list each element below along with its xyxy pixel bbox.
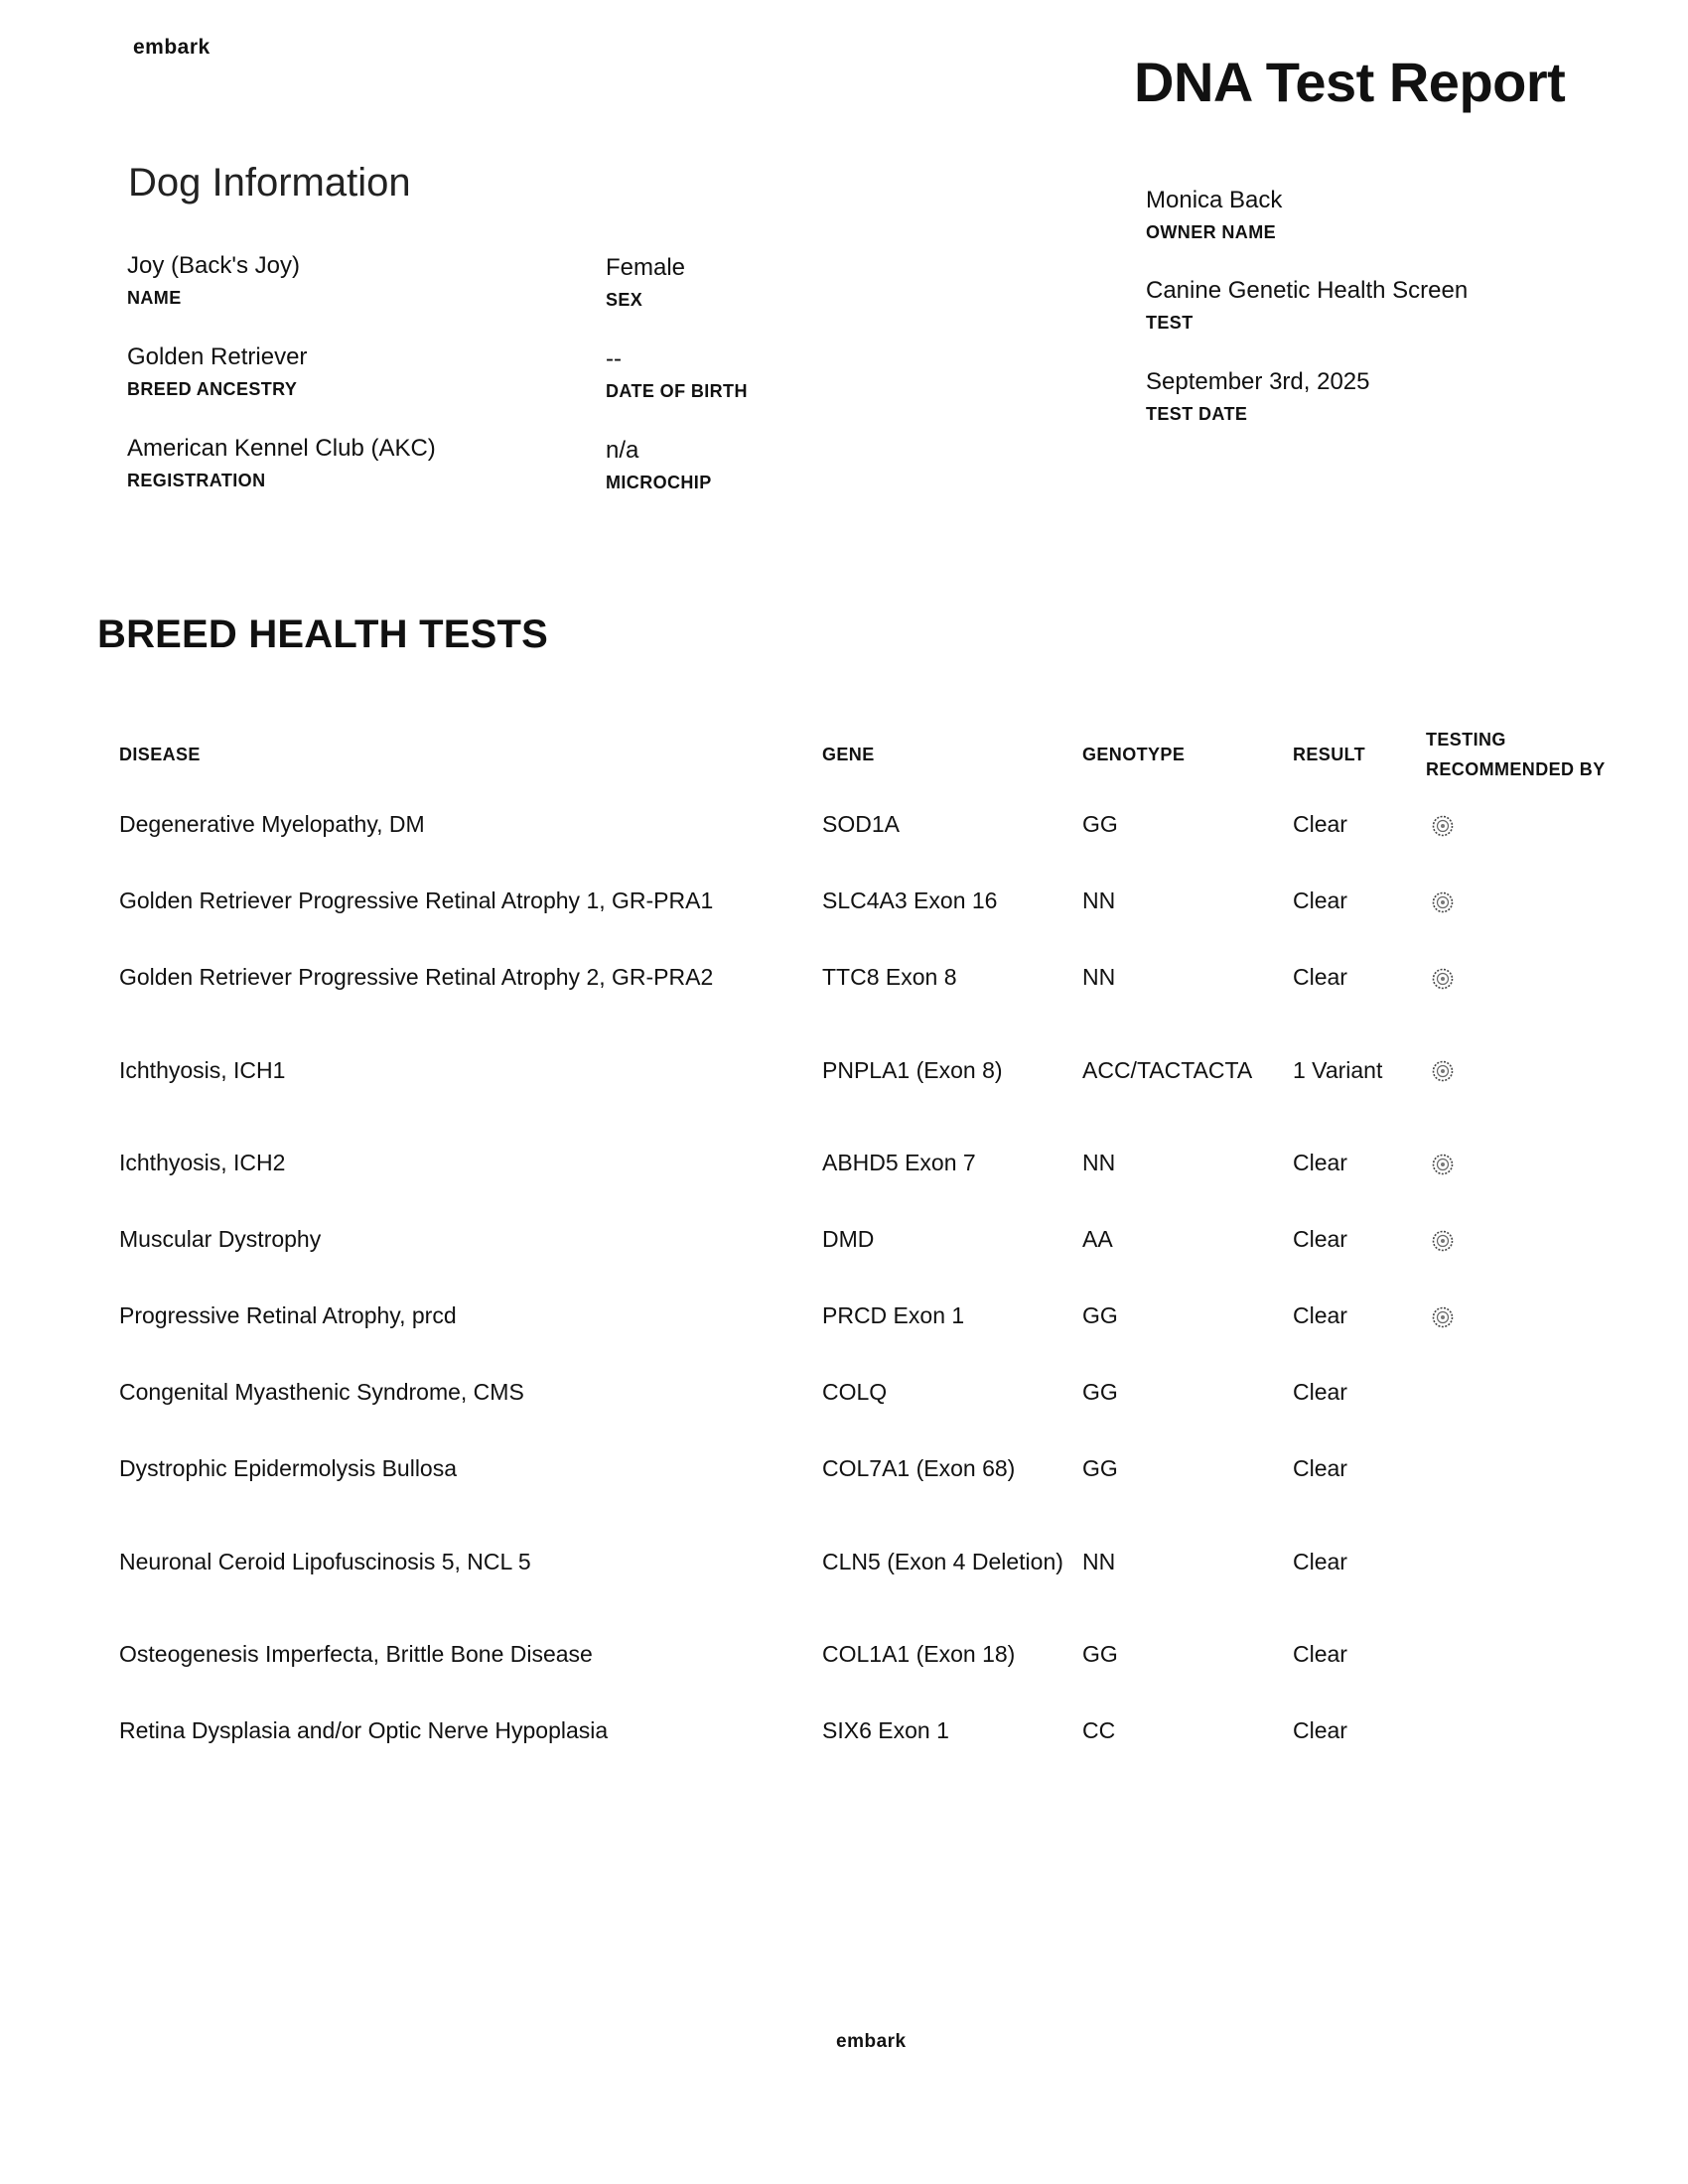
disease-column-header: DISEASE	[119, 745, 201, 764]
disease-cell: Neuronal Ceroid Lipofuscinosis 5, NCL 5	[119, 1548, 531, 1574]
result-cell: Clear	[1293, 1641, 1347, 1667]
gene-cell: TTC8 Exon 8	[822, 964, 957, 990]
microchip-field	[606, 437, 712, 493]
table-row	[119, 1507, 1609, 1616]
breed-ancestry-label: BREED ANCESTRY	[127, 379, 298, 399]
breed-health-tests-heading: BREED HEALTH TESTS	[97, 613, 548, 656]
disease-cell: Ichthyosis, ICH1	[119, 1056, 286, 1083]
result-cell: Clear	[1293, 1302, 1347, 1328]
registration-label: REGISTRATION	[127, 471, 266, 490]
breed-club-seal-icon	[1431, 1229, 1455, 1253]
test-value: Canine Genetic Health Screen	[1146, 277, 1469, 304]
breed-ancestry-field	[127, 343, 307, 400]
test-field	[1146, 277, 1468, 334]
genotype-cell: GG	[1082, 1641, 1118, 1667]
gene-cell: SOD1A	[822, 811, 900, 837]
test-date-label: TEST DATE	[1146, 404, 1248, 424]
gene-cell: ABHD5 Exon 7	[822, 1150, 976, 1175]
disease-cell: Congenital Myasthenic Syndrome, CMS	[119, 1379, 524, 1405]
recommended-by-column-header	[1426, 723, 1609, 786]
table-header-row	[119, 723, 1609, 786]
result-cell: Clear	[1293, 964, 1347, 990]
genotype-cell: CC	[1082, 1717, 1116, 1743]
gene-cell: COL1A1 (Exon 18)	[822, 1641, 1016, 1667]
gene-column-header: GENE	[822, 745, 875, 764]
table-row	[119, 1693, 1609, 1769]
recommended-cell	[1426, 786, 1609, 863]
dog-information-heading: Dog Information	[128, 161, 411, 205]
genotype-cell: NN	[1082, 1548, 1116, 1574]
recommended-cell	[1426, 1278, 1609, 1354]
table-row	[119, 1354, 1609, 1431]
dog-sex-field	[606, 254, 685, 311]
gene-cell: DMD	[822, 1226, 875, 1252]
test-date-value: September 3rd, 2025	[1146, 368, 1370, 395]
genotype-cell: ACC/TACTACTA	[1082, 1056, 1253, 1083]
result-cell: Clear	[1293, 1717, 1347, 1743]
test-label: TEST	[1146, 313, 1194, 333]
table-row	[119, 1431, 1609, 1507]
result-cell: Clear	[1293, 887, 1347, 913]
owner-name-field	[1146, 187, 1282, 243]
table-row	[119, 786, 1609, 863]
recommended-cell	[1426, 939, 1609, 1016]
recommended-cell	[1426, 1354, 1609, 1431]
gene-cell: PRCD Exon 1	[822, 1302, 965, 1328]
table-row	[119, 939, 1609, 1016]
date-of-birth-field	[606, 345, 748, 402]
disease-cell: Golden Retriever Progressive Retinal Atrophy 2, GR-PRA2	[119, 964, 714, 990]
recommended-cell	[1426, 1201, 1609, 1278]
test-date-field	[1146, 368, 1369, 425]
registration-field	[127, 435, 436, 491]
recommended-cell	[1426, 1507, 1609, 1616]
result-cell: Clear	[1293, 1455, 1347, 1481]
gene-cell: SLC4A3 Exon 16	[822, 887, 998, 913]
table-row	[119, 863, 1609, 939]
recommended-cell	[1426, 1693, 1609, 1769]
microchip-value: n/a	[606, 437, 639, 464]
result-column-header: RESULT	[1293, 745, 1366, 764]
genotype-cell: NN	[1082, 964, 1116, 990]
table-row	[119, 1278, 1609, 1354]
breed-club-seal-icon	[1431, 1305, 1455, 1329]
owner-name-label: OWNER NAME	[1146, 222, 1276, 242]
genotype-cell: AA	[1082, 1226, 1113, 1252]
date-of-birth-value: --	[606, 345, 622, 372]
microchip-label: MICROCHIP	[606, 473, 712, 492]
result-cell: Clear	[1293, 1226, 1347, 1252]
disease-cell: Progressive Retinal Atrophy, prcd	[119, 1302, 457, 1328]
dog-name-value: Joy (Back's Joy)	[127, 252, 300, 279]
breed-club-seal-icon	[1431, 814, 1455, 838]
recommended-by-header-line1: TESTING	[1426, 730, 1506, 750]
result-cell: Clear	[1293, 1379, 1347, 1405]
breed-health-tests-table	[119, 723, 1609, 1769]
breed-club-seal-icon	[1431, 1153, 1455, 1176]
recommended-cell	[1426, 1616, 1609, 1693]
recommended-cell	[1426, 1125, 1609, 1201]
date-of-birth-label: DATE OF BIRTH	[606, 381, 748, 401]
table-row	[119, 1016, 1609, 1125]
owner-name-value: Monica Back	[1146, 187, 1283, 213]
disease-cell: Degenerative Myelopathy, DM	[119, 811, 425, 837]
dog-name-field	[127, 252, 300, 309]
recommended-cell	[1426, 1431, 1609, 1507]
gene-cell: CLN5 (Exon 4 Deletion)	[822, 1548, 1063, 1574]
result-cell: Clear	[1293, 811, 1347, 837]
registration-value: American Kennel Club (AKC)	[127, 435, 436, 462]
breed-club-seal-icon	[1431, 967, 1455, 991]
footer-embark-logo: embark	[836, 2031, 907, 2052]
embark-logo: embark	[133, 36, 211, 59]
table-row	[119, 1616, 1609, 1693]
disease-cell: Golden Retriever Progressive Retinal Atrophy 1, GR-PRA1	[119, 887, 714, 913]
dog-sex-value: Female	[606, 254, 686, 281]
dog-name-label: NAME	[127, 288, 182, 308]
result-cell: 1 Variant	[1293, 1056, 1383, 1083]
recommended-cell	[1426, 1016, 1609, 1125]
table-row	[119, 1201, 1609, 1278]
disease-cell: Osteogenesis Imperfecta, Brittle Bone Disease	[119, 1641, 593, 1667]
disease-cell: Dystrophic Epidermolysis Bullosa	[119, 1455, 458, 1481]
genotype-cell: GG	[1082, 1379, 1118, 1405]
breed-club-seal-icon	[1431, 1059, 1455, 1083]
report-title: DNA Test Report	[1134, 51, 1566, 113]
genotype-cell: NN	[1082, 887, 1116, 913]
genotype-cell: GG	[1082, 1302, 1118, 1328]
breed-club-seal-icon	[1431, 890, 1455, 914]
disease-cell: Retina Dysplasia and/or Optic Nerve Hypoplasia	[119, 1717, 609, 1743]
table-row	[119, 1125, 1609, 1201]
result-cell: Clear	[1293, 1150, 1347, 1175]
disease-cell: Muscular Dystrophy	[119, 1226, 322, 1252]
gene-cell: PNPLA1 (Exon 8)	[822, 1056, 1003, 1083]
breed-ancestry-value: Golden Retriever	[127, 343, 308, 370]
dog-sex-label: SEX	[606, 290, 643, 310]
recommended-by-header-line2: RECOMMENDED BY	[1426, 759, 1606, 779]
genotype-cell: GG	[1082, 1455, 1118, 1481]
recommended-cell	[1426, 863, 1609, 939]
gene-cell: SIX6 Exon 1	[822, 1717, 949, 1743]
gene-cell: COL7A1 (Exon 68)	[822, 1455, 1016, 1481]
gene-cell: COLQ	[822, 1379, 888, 1405]
genotype-column-header: GENOTYPE	[1082, 745, 1186, 764]
genotype-cell: NN	[1082, 1150, 1116, 1175]
genotype-cell: GG	[1082, 811, 1118, 837]
disease-cell: Ichthyosis, ICH2	[119, 1150, 286, 1175]
result-cell: Clear	[1293, 1548, 1347, 1574]
